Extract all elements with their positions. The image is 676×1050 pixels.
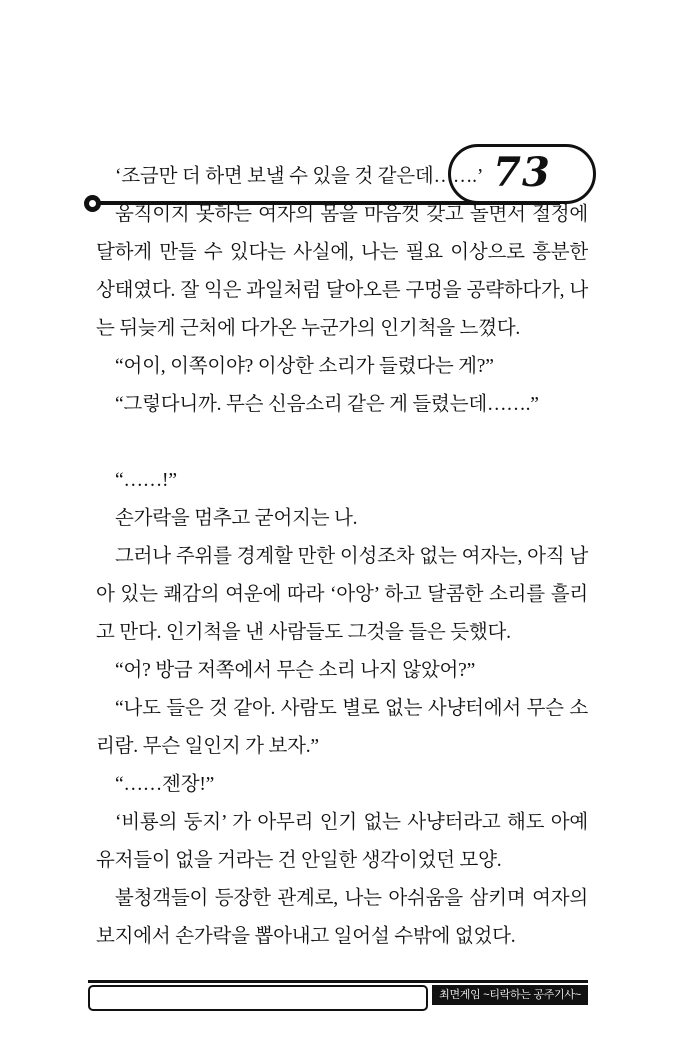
paragraph: “나도 들은 것 같아. 사람도 별로 없는 사냥터에서 무슨 소리람. 무슨 일인지 가 보자.” bbox=[96, 698, 588, 757]
paragraph: “그렇다니까. 무슨 신음소리 같은 게 들렸는데…….” bbox=[115, 394, 539, 415]
paragraph: “……젠장!” bbox=[115, 774, 215, 795]
footer-frame bbox=[88, 985, 428, 1011]
paragraph: 그러나 주위를 경계할 만한 이성조차 없는 여자는, 아직 남아 있는 쾌감의 여운에 따라 ‘아앙’ 하고 달콤한 소리를 흘리고 만다. 인기척을 낸 사람들도 그것을 들은 듯했다. bbox=[96, 546, 588, 643]
page-body bbox=[96, 158, 588, 956]
paragraph: 움직이지 못하는 여자의 몸을 마음껏 갖고 놀면서 절정에 달하게 만들 수 있다는 사실에, 나는 필요 이상으로 흥분한 상태였다. 잘 익은 과일처럼 달아오른 구멍을 공략하다가, 나는 뒤늦게 근처에 다가온 누군가의 인기척을 느꼈다. bbox=[96, 204, 588, 339]
paragraph-spacer bbox=[96, 424, 588, 462]
page-number: 73 bbox=[493, 149, 551, 196]
footer-title-tag: 최면게임 ~티락하는 공주기사~ bbox=[432, 985, 588, 1005]
paragraph: ‘조금만 더 하면 보낼 수 있을 것 같은데…….’ bbox=[115, 166, 484, 187]
paragraph: ‘비룡의 둥지’ 가 아무리 인기 없는 사냥터라고 해도 아예 유저들이 없을 거라는 건 안일한 생각이었던 모양. bbox=[96, 812, 588, 871]
footer-rule bbox=[88, 980, 588, 983]
paragraph: “어? 방금 저쪽에서 무슨 소리 나지 않았어?” bbox=[115, 660, 476, 681]
paragraph: 불청객들이 등장한 관계로, 나는 아쉬움을 삼키며 여자의 보지에서 손가락을 뽑아내고 일어설 수밖에 없었다. bbox=[96, 888, 588, 947]
header-bullet-inner-icon bbox=[89, 200, 96, 207]
paragraph: “……!” bbox=[115, 470, 177, 491]
paragraph: “어이, 이쪽이야? 이상한 소리가 들렸다는 게?” bbox=[115, 356, 494, 377]
paragraph: 손가락을 멈추고 굳어지는 나. bbox=[115, 508, 358, 529]
